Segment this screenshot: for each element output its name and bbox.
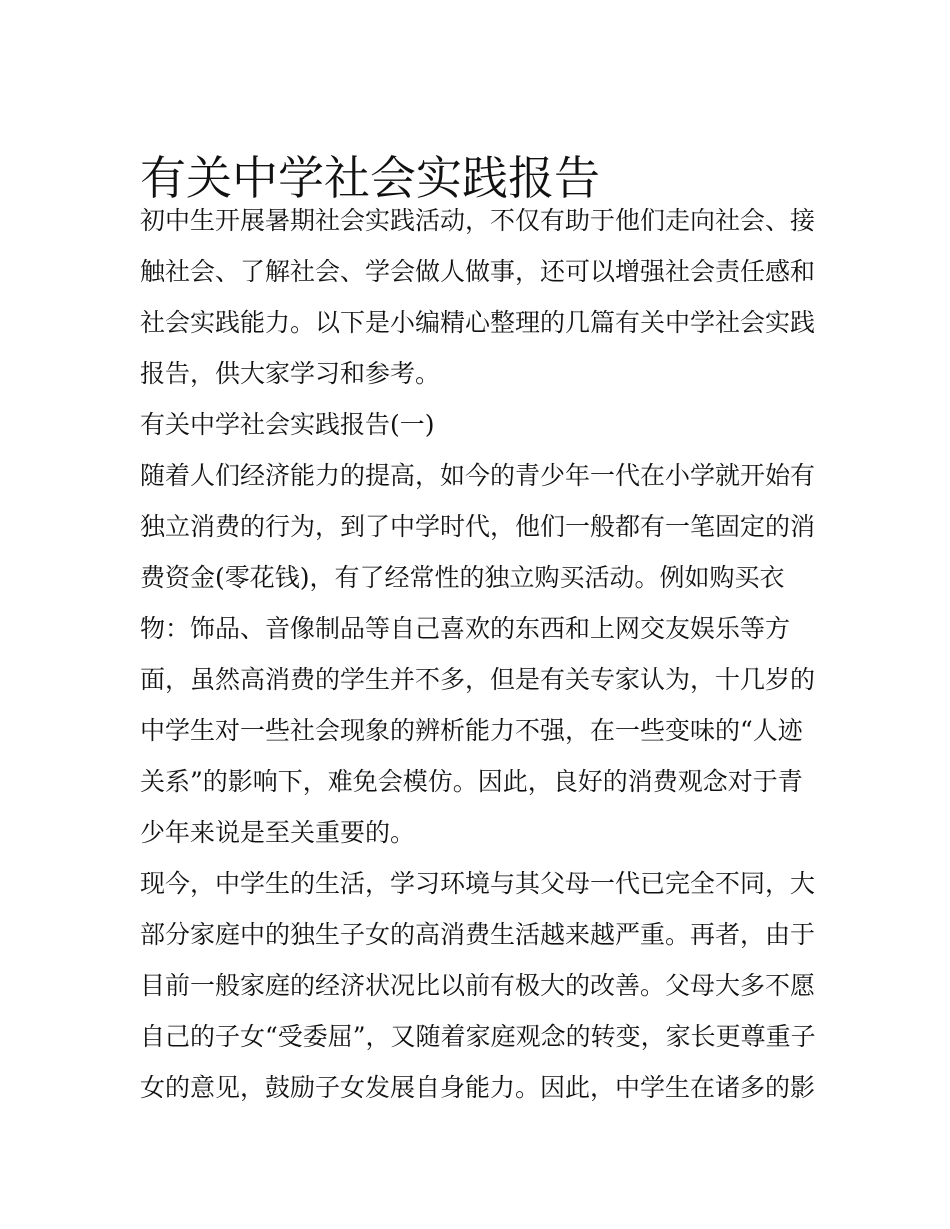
paragraph-line: 费资金(零花钱)，有了经常性的独立购买活动。例如购买衣 <box>140 563 785 592</box>
paragraph-line: 随着人们经济能力的提高，如今的青少年一代在小学就开始有 <box>140 461 816 490</box>
paragraph-line: 报告，供大家学习和参考。 <box>140 359 441 388</box>
section-heading: 有关中学社会实践报告(一) <box>140 410 435 439</box>
page-title: 有关中学社会实践报告 <box>140 150 600 205</box>
paragraph-line: 面，虽然高消费的学生并不多，但是有关专家认为，十几岁的 <box>140 665 816 694</box>
paragraph-line: 少年来说是至关重要的。 <box>140 818 416 847</box>
paragraph-line: 触社会、了解社会、学会做人做事，还可以增强社会责任感和 <box>140 257 816 286</box>
paragraph-line: 初中生开展暑期社会实践活动，不仅有助于他们走向社会、接 <box>140 206 816 235</box>
paragraph-line: 物：饰品、音像制品等自己喜欢的东西和上网交友娱乐等方 <box>140 614 791 643</box>
paragraph-line: 女的意见，鼓励子女发展自身能力。因此，中学生在诸多的影 <box>140 1073 816 1102</box>
paragraph-line: 独立消费的行为，到了中学时代，他们一般都有一笔固定的消 <box>140 512 816 541</box>
paragraph-line: 目前一般家庭的经济状况比以前有极大的改善。父母大多不愿 <box>140 971 816 1000</box>
paragraph-line: 自己的子女“受委屈”，又随着家庭观念的转变，家长更尊重子 <box>140 1022 816 1051</box>
paragraph-line: 部分家庭中的独生子女的高消费生活越来越严重。再者，由于 <box>140 920 816 949</box>
paragraph-line: 关系”的影响下，难免会模仿。因此，良好的消费观念对于青 <box>140 767 803 796</box>
paragraph-line: 现今，中学生的生活，学习环境与其父母一代已完全不同，大 <box>140 869 816 898</box>
paragraph-line: 社会实践能力。以下是小编精心整理的几篇有关中学社会实践 <box>140 308 816 337</box>
paragraph-line: 中学生对一些社会现象的辨析能力不强，在一些变味的“人迹 <box>140 716 803 745</box>
